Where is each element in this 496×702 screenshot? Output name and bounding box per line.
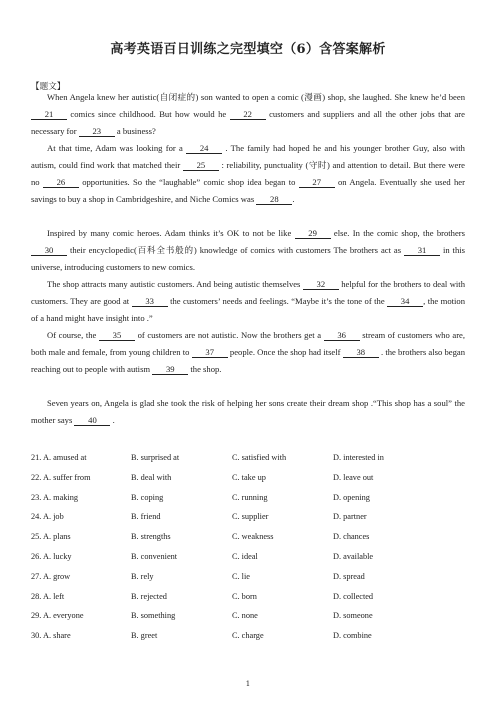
option-c: C. satisfied with [232,453,287,462]
blank-39: 39 [152,364,188,375]
text-run: else. In the comic shop, the brothers [333,228,465,238]
text-run: When Angela knew her autistic(自闭症的) son wanted to open a comic (漫画) shop, she laughed. She knew he’d been [47,92,465,102]
blank-28: 28 [256,194,292,205]
option-row [31,473,471,493]
text-run: . The family had hoped he and his younger brother Guy, also with autism, could find work that matched their [31,143,465,170]
text-run: helpful for the brothers to deal with customers. They are good at [31,279,465,306]
text-run: The shop attracts many autistic customers. And being autistic themselves [47,279,301,289]
option-a: 30. A. share [31,631,71,641]
option-c: C. charge [232,631,264,641]
text-run: the customers’ needs and feelings. “Maybe it’s the tone of the [170,296,385,306]
option-a: 27. A. grow [31,571,71,581]
option-d: D. interested in [333,453,384,462]
option-a: 21. A. amused at [31,453,87,462]
option-a: 22. A. suffer from [31,472,91,482]
text-run: . [112,415,115,425]
text-run: . [292,194,295,204]
blank-31: 31 [404,245,440,256]
blank-25: 25 [183,160,219,171]
text-run: At that time, Adam was looking for a [47,143,183,153]
option-c: C. supplier [232,512,269,522]
text-run: : reliability, punctuality (守时) and attention to detail. But there were no [31,160,465,187]
option-a: 26. A. lucky [31,551,72,561]
blank-29: 29 [295,228,331,239]
option-a: 23. A. making [31,492,79,502]
paragraph-3 [31,225,465,276]
option-b: B. deal with [131,472,172,482]
blank-40: 40 [74,415,110,426]
blank-23: 23 [79,126,115,137]
option-a: 25. A. plans [31,532,71,542]
blank-24: 24 [186,143,222,154]
option-d: D. combine [333,631,372,641]
option-b: B. rely [131,571,154,581]
text-run: comics since childhood. But how would he [70,109,227,119]
option-d: D. chances [333,532,370,542]
option-a: 29. A. everyone [31,611,84,621]
blank-32: 32 [303,279,339,290]
option-row [31,572,471,592]
text-run: Inspired by many comic heroes. Adam thinks it’s OK to not be like [47,228,292,238]
option-a: 24. A. job [31,512,64,522]
option-b: B. rejected [131,591,167,601]
text-run: the shop. [190,364,222,374]
page-title: 高考英语百日训练之完型填空（6）含答案解析 [110,42,386,57]
question-tag: 【题文】 [31,82,66,92]
option-row [31,512,471,532]
blank-37: 37 [192,347,228,358]
blank-30: 30 [31,245,67,256]
option-row [31,631,471,651]
option-d: D. collected [333,591,374,601]
option-b: B. something [131,611,176,621]
option-d: D. someone [333,611,373,621]
option-c: C. none [232,611,258,621]
blank-35: 35 [99,330,135,341]
text-run: of customers are not autistic. Now the brothers get a [137,330,322,340]
text-run: Seven years on, Angela is glad she took the risk of helping her sons create their dream shop .“This shop has a soul” the mother says [31,398,465,425]
option-row [31,611,471,631]
options-list [31,453,471,651]
blank-26: 26 [43,177,79,188]
option-d: D. partner [333,512,367,522]
blank-33: 33 [132,296,168,307]
text-run: , the motion of a hand might have insight into .” [31,296,465,323]
page-number: 1 [245,680,251,688]
option-row [31,493,471,513]
paragraph-1 [31,89,465,140]
text-run: a business? [116,126,156,136]
option-a: 28. A. left [31,591,65,601]
text-run: people. Once the shop had itself [229,347,341,357]
option-d: D. opening [333,492,370,502]
blank-34: 34 [387,296,423,307]
text-run: in this universe, introducing customers to new comics. [31,245,465,272]
option-b: B. convenient [131,551,178,561]
paragraph-4 [31,276,465,327]
option-c: C. born [232,591,257,601]
blank-27: 27 [299,177,335,188]
text-run: opportunities. So the “laughable” comic shop idea began to [82,177,296,187]
text-run: . the brothers also began reaching out to people with autism [31,347,465,374]
option-c: C. weakness [232,532,274,542]
option-c: C. lie [232,571,250,581]
option-b: B. greet [131,631,158,641]
option-c: C. ideal [232,551,258,561]
option-row [31,552,471,572]
option-row [31,453,471,473]
option-b: B. coping [131,492,164,502]
option-row [31,592,471,612]
option-d: D. available [333,551,374,561]
paragraph-2 [31,140,465,208]
paragraph-6 [31,395,465,429]
option-d: D. spread [333,571,365,581]
option-c: C. running [232,492,268,502]
text-run: customers and suppliers and all the other jobs that are necessary for [31,109,465,136]
option-d: D. leave out [333,472,374,482]
text-run: Of course, the [47,330,97,340]
paragraph-5 [31,327,465,378]
blank-21: 21 [31,109,67,120]
text-run: on Angela. Eventually she used her savings to buy a shop in Cambridgeshire, and Niche Comics was [31,177,465,204]
option-row [31,532,471,552]
option-b: B. surprised at [131,453,180,462]
option-b: B. friend [131,512,161,522]
option-b: B. strengths [131,532,171,542]
blank-36: 36 [324,330,360,341]
text-run: stream of customers who are, both male and female, from young children to [31,330,466,357]
option-c: C. take up [232,472,266,482]
blank-22: 22 [230,109,266,120]
text-run: their encyclopedic(百科全书般的) knowledge of comics with customers The brothers act as [69,245,402,255]
blank-38: 38 [343,347,379,358]
